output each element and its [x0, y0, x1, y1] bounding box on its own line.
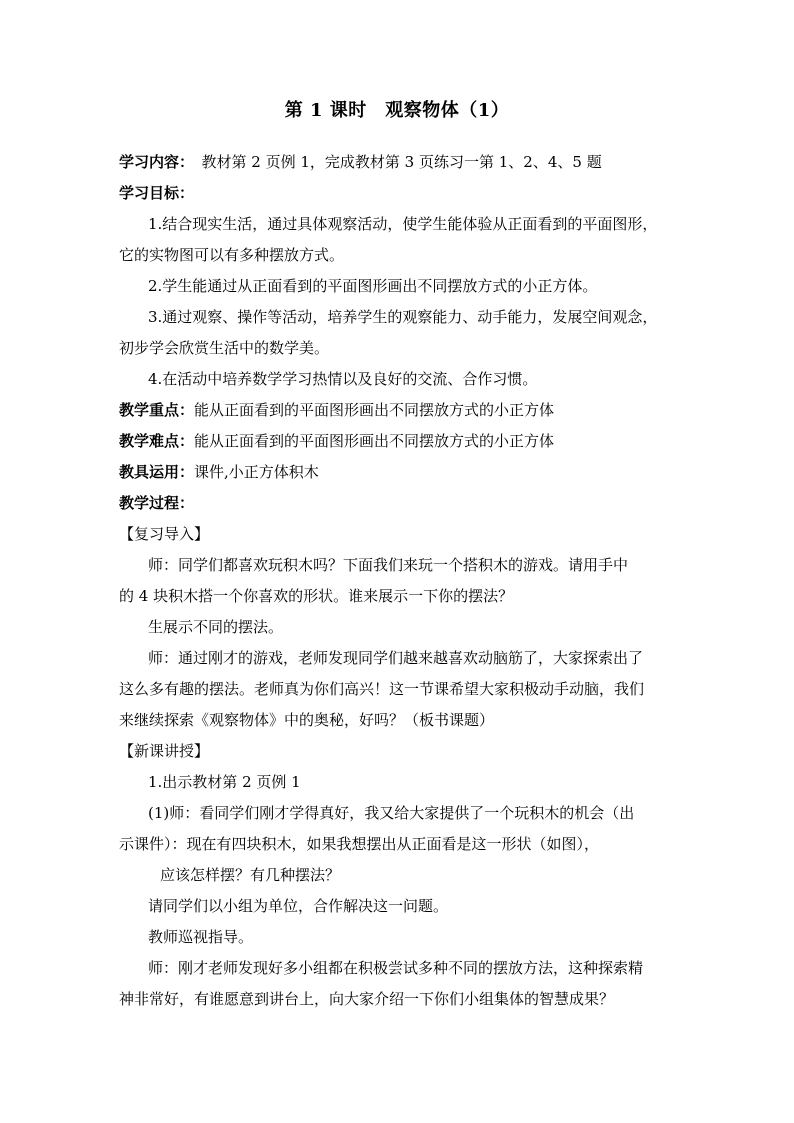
- new-lesson-paragraph-2: 请同学们以小组为单位，合作解决这一问题。: [148, 897, 449, 915]
- review-paragraph-3-line-3: 来继续探索《观察物体》中的奥秘，好吗？（板书课题）: [119, 711, 495, 729]
- key-point-label: 教学重点：: [119, 401, 195, 419]
- process-label: 教学过程：: [119, 494, 195, 512]
- objective-4: 4.在活动中培养数学学习热情以及良好的交流、合作习惯。: [148, 370, 538, 388]
- new-lesson-paragraph-3: 教师巡视指导。: [148, 928, 254, 946]
- content-text: 教材第 2 页例 1，完成教材第 3 页练习一第 1、2、4、5 题: [186, 153, 602, 171]
- review-paragraph-3-line-2: 这么多有趣的摆法。老师真为你们高兴！这一节课希望大家积极动手动脑，我们: [119, 680, 645, 698]
- objective-1-line-1: 1.结合现实生活，通过具体观察活动，使学生能体验从正面看到的平面图形，: [148, 215, 658, 233]
- tools-line: [119, 462, 679, 482]
- objectives-label: 学习目标：: [119, 184, 195, 202]
- review-paragraph-3-line-1: 师：通过刚才的游戏，老师发现同学们越来越喜欢动脑筋了，大家探索出了: [148, 649, 644, 667]
- difficulty-line: [119, 431, 679, 451]
- new-lesson-paragraph-1-line-2: 示课件）：现在有四块积木，如果我想摆出从正面看是这一形状（如图），: [119, 835, 600, 853]
- new-lesson-paragraph-4-line-2: 神非常好，有谁愿意到讲台上，向大家介绍一下你们小组集体的智慧成果？: [119, 990, 615, 1008]
- objective-2: 2.学生能通过从正面看到的平面图形画出不同摆放方式的小正方体。: [148, 277, 598, 295]
- objective-3-line-2: 初步学会欣赏生活中的数学美。: [119, 339, 330, 357]
- tools-text: 课件,小正方体积木: [194, 463, 319, 481]
- difficulty-label: 教学难点：: [119, 432, 195, 450]
- review-paragraph-1-line-1: 师：同学们都喜欢玩积木吗？下面我们来玩一个搭积木的游戏。请用手中: [148, 556, 629, 574]
- review-paragraph-1-line-2: 的 4 块积木搭一个你喜欢的形状。谁来展示一下你的摆法？: [119, 587, 514, 605]
- new-lesson-paragraph-1-line-3: 应该怎样摆？有几种摆法？: [160, 866, 341, 884]
- key-point-line: [119, 400, 679, 420]
- new-lesson-heading: 【新课讲授】: [119, 742, 210, 760]
- page-title: 第 1 课时 观察物体（1）: [284, 100, 510, 121]
- objective-3-line-1: 3.通过观察、操作等活动，培养学生的观察能力、动手能力，发展空间观念，: [148, 308, 658, 326]
- objective-1-line-2: 它的实物图可以有多种摆放方式。: [119, 246, 345, 264]
- new-lesson-paragraph-4-line-1: 师：刚才老师发现好多小组都在积极尝试多种不同的摆放方法，这种探索精: [148, 959, 644, 977]
- review-paragraph-2: 生展示不同的摆法。: [148, 618, 284, 636]
- content-line: [119, 152, 679, 172]
- content-label: 学习内容：: [119, 153, 187, 171]
- review-heading: 【复习导入】: [119, 525, 210, 543]
- key-point-text: 能从正面看到的平面图形画出不同摆放方式的小正方体: [194, 401, 555, 419]
- new-lesson-step-1: 1.出示教材第 2 页例 1: [148, 773, 301, 791]
- new-lesson-paragraph-1-line-1: (1)师：看同学们刚才学得真好，我又给大家提供了一个玩积木的机会（出: [148, 804, 635, 822]
- difficulty-text: 能从正面看到的平面图形画出不同摆放方式的小正方体: [194, 432, 555, 450]
- tools-label: 教具运用：: [119, 463, 195, 481]
